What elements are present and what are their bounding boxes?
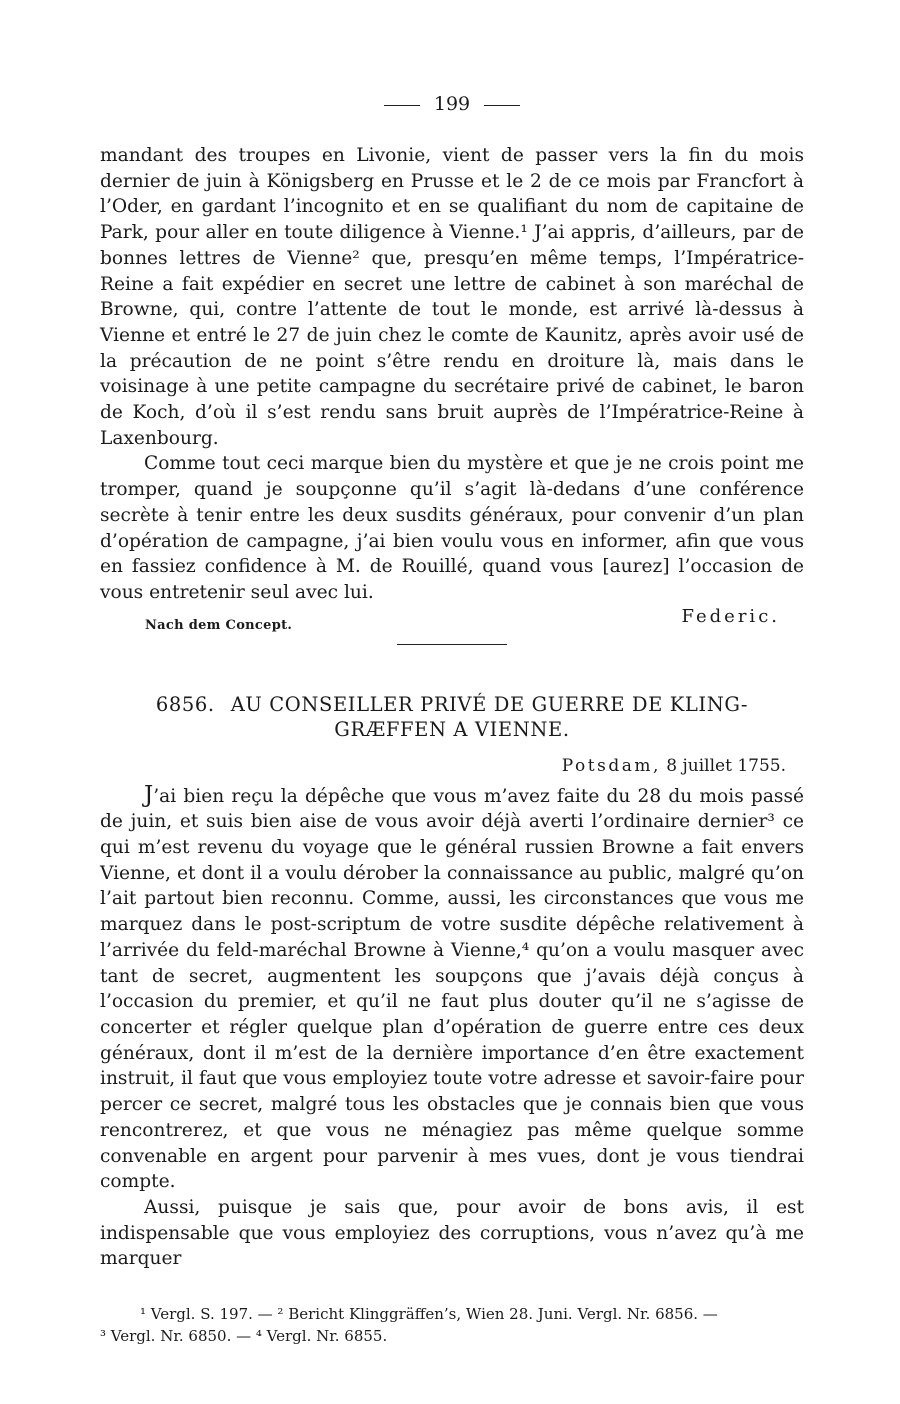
letter-6856: [100, 692, 804, 1272]
letter-number: 6856.: [155, 692, 215, 716]
signature: Federic.: [681, 605, 780, 627]
body-paragraph: mandant des troupes en Livonie, vient de passer vers la fin du mois dernier de juin à Königsberg en Prusse et le 2 de ce mois par Francfort à l’Oder, en gardant l’incognito et en se qualifiant du nom de capitaine de Park, pour aller en toute diligence à Vienne.¹ J’ai appris, d’ailleurs, par de bonnes lettres de Vienne² que, presqu’en même temps, l’Impératrice-Reine a fait expédier en secret une lettre de cabinet à son maréchal de Browne, qui, contre l’attente de tout le monde, est arrivé là-dessus à Vienne et entré le 27 de juin chez le comte de Kaunitz, après avoir usé de la précaution de ne point s’être rendu en droiture là, mais dans le voisinage à une petite campagne du secrétaire privé de cabinet, le baron de Koch, d’où il s’est rendu sans bruit auprès de l’Impératrice-Reine à Laxenbourg.: [100, 145, 804, 449]
body-paragraph: Aussi, puisque je sais que, pour avoir de bons avis, il est indispensable que vous employiez des corruptions, vous n’avez qu’à me marquer: [100, 1196, 804, 1270]
section-divider: [397, 644, 507, 645]
dateline-place: Potsdam,: [561, 755, 661, 776]
heading-line-2: GRÆFFEN A VIENNE.: [334, 717, 570, 741]
body-paragraph: Comme tout ceci marque bien du mystère et que je ne crois point me tromper, quand je soupçonne qu’il s’agit là-dedans d’une conférence secrète à tenir entre les deux susdits généraux, pour convenir d’un plan d’opération de campagne, j’ai bien voulu vous en informer, afin que vous en fassiez confidence à M. de Rouillé, quand vous [aurez] l’occasion de vous entretenir seul avec lui.: [100, 453, 804, 603]
page-number: 199: [433, 93, 471, 115]
letter-heading: [100, 692, 804, 742]
body-paragraph: [100, 783, 804, 1195]
heading-text-1: AU CONSEILLER PRIVÉ DE GUERRE DE KLING-: [230, 692, 749, 716]
footnote-line: ¹ Vergl. S. 197. — ² Bericht Klinggräffen’s, Wien 28. Juni. Vergl. Nr. 6856. —: [140, 1305, 718, 1324]
letter-6855-continuation: [100, 143, 804, 640]
footnotes: [100, 1303, 804, 1347]
page-header: [100, 92, 804, 116]
letter-closing: [100, 606, 804, 640]
initial-letter: J: [144, 781, 154, 808]
footnote-line: ³ Vergl. Nr. 6850. — ⁴ Vergl. Nr. 6855.: [100, 1327, 388, 1346]
dateline-date: 8 juillet 1755.: [666, 755, 786, 776]
header-right-dash: [484, 105, 520, 106]
header-left-dash: [384, 105, 420, 106]
body-text: ’ai bien reçu la dépêche que vous m’avez faite du 28 du mois passé de juin, et suis bien aise de vous avoir déjà averti l’ordinaire dernier³ ce qui m’est revenu du voyage que le général russien Browne a fait envers Vienne, et dont il a voulu dérober la connaissance au public, malgré qu’on l’ait partout bien reconnu. Comme, aussi, les circonstances que vous me marquez dans le post-scriptum de votre susdite dépêche relativement à l’arrivée du feld-maréchal Browne à Vienne,⁴ qu’on a voulu masquer avec tant de secret, augmentent les soupçons que j’avais déjà conçus à l’occasion du premier, et qu’il ne faut plus douter qu’il ne s’agisse de concerter et régler quelque plan d’opération de guerre entre ces deux généraux, dont il m’est de la dernière importance d’en être exactement instruit, il faut que vous employiez toute votre adresse et savoir-faire pour percer ce secret, malgré tous les obstacles que je connais bien que vous rencontrerez, et que vous ne ménagiez pas même quelque somme convenable en argent pour parvenir à mes vues, dont je vous tiendrai compte.: [100, 785, 804, 1193]
source-note: Nach dem Concept.: [145, 617, 293, 633]
heading-line-1: [100, 692, 804, 717]
dateline: [100, 755, 786, 777]
